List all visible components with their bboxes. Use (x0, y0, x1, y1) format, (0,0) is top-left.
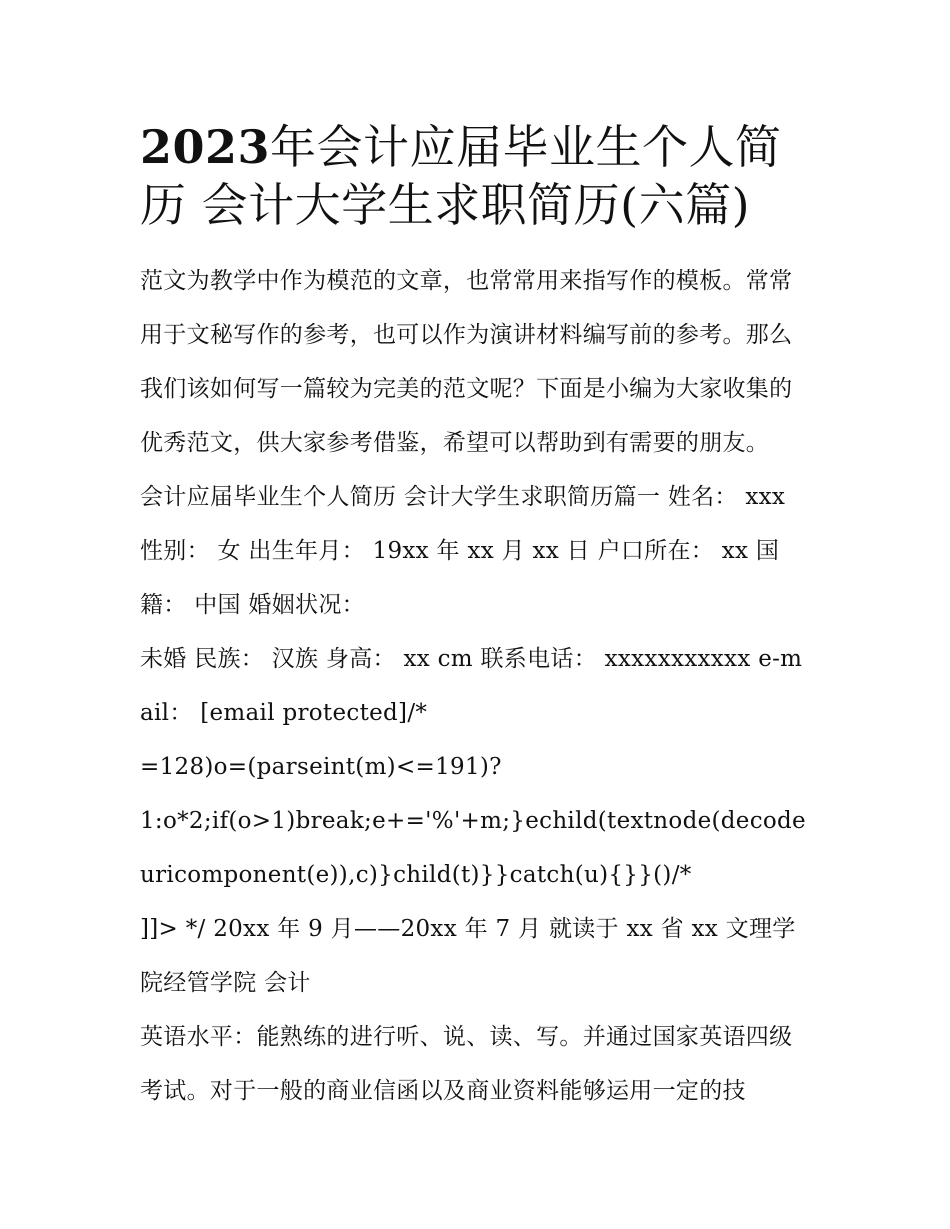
title-year: 2023 (140, 120, 271, 174)
document-title (140, 118, 812, 234)
code-fragment-2: 1:o*2;if(o>1)break;e+='%'+m;}echild(textnode(decodeuricomponent(e)),c)}child(t)}}catch(u){}}()/* (140, 808, 806, 888)
code-fragment-1: =128)o=(parseint(m)<=191)? (140, 754, 502, 780)
english-level: 英语水平：能熟练的进行听、说、读、写。并通过国家英语四级考试。对于一般的商业信函以及商业资料能够运用一定的技 (140, 1024, 793, 1104)
title-text: 年会计应届毕业生个人简历 会计大学生求职简历(六篇) (140, 120, 782, 232)
education-info: ]]> */ 20xx 年 9 月——20xx 年 7 月 就读于 xx 省 xx 文理学院经管学院 会计 (140, 916, 796, 996)
resume-contact-info: 未婚 民族： 汉族 身高： xx cm 联系电话： xxxxxxxxxxx e-mail： [email protected]/* (140, 646, 803, 726)
intro-paragraph: 范文为教学中作为模范的文章，也常常用来指写作的模板。常常用于文秘写作的参考，也可以作为演讲材料编写前的参考。那么我们该如何写一篇较为完美的范文呢？下面是小编为大家收集的优秀范文，供大家参考借鉴，希望可以帮助到有需要的朋友。 (140, 268, 793, 456)
document-page (140, 118, 812, 1118)
resume-basic-info: 会计应届毕业生个人简历 会计大学生求职简历篇一 姓名： xxx 性别： 女 出生年月： 19xx 年 xx 月 xx 日 户口所在： xx 国籍： 中国 婚姻状况： (140, 484, 786, 618)
